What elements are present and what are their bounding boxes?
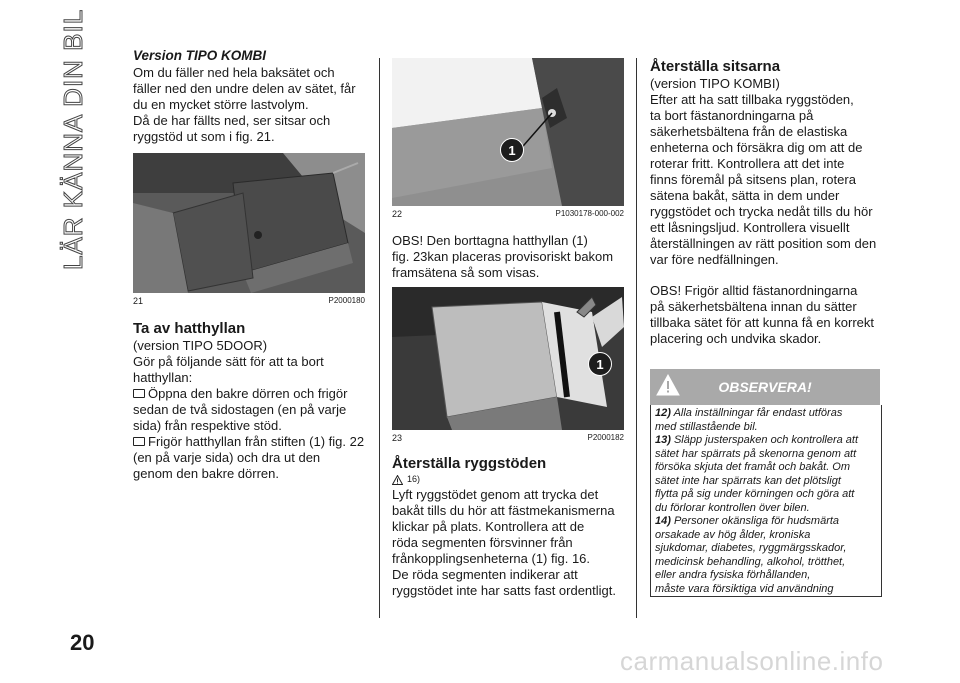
- figure-code: P2000180: [328, 296, 365, 305]
- text-line: klickar på plats. Kontrollera att de: [392, 519, 585, 534]
- text-line: sedan de två sidostagen (en på varje: [133, 402, 347, 417]
- bullet-line: [133, 434, 365, 450]
- text-line: sida) från respektive stöd.: [133, 418, 282, 433]
- callout-number: 1: [596, 356, 604, 372]
- text-line: framsätena så som visas.: [392, 265, 540, 280]
- bullet-text: Frigör hatthyllan från stiften (1) fig. 22: [148, 434, 365, 449]
- callout-number: 1: [508, 142, 516, 158]
- figure-23-caption: [392, 433, 624, 443]
- text-line: hatthyllan:: [133, 370, 193, 385]
- warning-reference: [392, 473, 624, 485]
- chapter-side-title-text: LÄR KÄNNA DIN BIL: [58, 8, 88, 270]
- column-2: [392, 58, 624, 599]
- text-line: fig. 23kan placeras provisoriskt bakom: [392, 249, 614, 264]
- text-line: säkerhetsbältena från de elastiska: [650, 124, 848, 139]
- figure-number: 22: [392, 209, 403, 219]
- note-line: försöka skjuta det framåt och bakåt. Om: [655, 461, 851, 473]
- checkbox-bullet-icon: [133, 437, 145, 446]
- text-line: ett låsningsljud. Kontrollera visuellt: [650, 220, 850, 235]
- note-line: [655, 407, 877, 421]
- note-number: 14): [655, 515, 671, 527]
- note-number: 12): [655, 407, 671, 419]
- warning-notes-box: [650, 405, 882, 597]
- text-line: var före nedfällningen.: [650, 252, 779, 267]
- text-line: placering och undvika skador.: [650, 331, 822, 346]
- text-line: Efter att ha satt tillbaka ryggstöden,: [650, 92, 854, 107]
- bullet-text: Öppna den bakre dörren och frigör: [148, 386, 348, 401]
- note-line: eller andra fysiska förhållanden,: [655, 569, 811, 581]
- text-line: tillbaka sätet för att kunna få en korrekt: [650, 315, 875, 330]
- text-line: sätena bakåt, sätta in dem under: [650, 188, 840, 203]
- watermark-text: carmanualsonline.info: [620, 646, 884, 676]
- text-line: bakåt tills du hör att fästmekanismerna: [392, 503, 615, 518]
- version-subheading: (version TIPO KOMBI): [650, 76, 780, 91]
- observera-banner: [650, 369, 880, 405]
- text-line: finns föremål på sitsens plan, rotera: [650, 172, 856, 187]
- text-line: enheterna och försäkra dig om att de: [650, 140, 863, 155]
- warning-reference-number: 16): [407, 474, 421, 484]
- version-heading: Version TIPO KOMBI: [133, 48, 267, 63]
- note-line: orsakade av hög ålder, kroniska: [655, 528, 811, 541]
- note-line: måste vara försiktiga vid användning: [655, 582, 834, 595]
- checkbox-bullet-icon: [133, 389, 145, 398]
- note-line: [655, 515, 877, 529]
- text-line: genom den bakre dörren.: [133, 466, 279, 481]
- note-line: medicinsk behandling, alkohol, trötthet,: [655, 555, 846, 568]
- text-line: Lyft ryggstödet genom att trycka det: [392, 487, 599, 502]
- text-line: ryggstödet och trycka nedåt tills du hör: [650, 204, 873, 219]
- text-line: Då de har fällts ned, ser sitsar och: [133, 113, 331, 128]
- note-line: sjukdomar, diabetes, ryggmärgsskador,: [655, 542, 847, 554]
- text-line: Om du fäller ned hela baksätet och: [133, 65, 335, 80]
- figure-code: P2000182: [587, 433, 624, 442]
- note-text: Släpp justerspaken och kontrollera att: [673, 434, 859, 446]
- text-line: fäller ned den undre delen av sätet, får: [133, 81, 356, 96]
- section-heading: Återställa ryggstöden: [392, 455, 547, 472]
- figure-number: 23: [392, 433, 403, 443]
- note-text: Alla inställningar får endast utföras: [673, 407, 843, 419]
- bullet-line: [133, 386, 365, 402]
- note-line: du förlorar kontrollen över bilen.: [655, 501, 810, 514]
- note-line: med stillastående bil.: [655, 420, 758, 433]
- text-line: ryggstöd ut som i fig. 21.: [133, 129, 275, 144]
- warning-triangle-icon: [392, 475, 403, 485]
- figure-22-caption: [392, 209, 624, 219]
- callout-badge: [500, 138, 524, 162]
- text-line: ta bort fästanordningarna på: [650, 108, 814, 123]
- text-line: OBS! Den borttagna hatthyllan (1): [392, 233, 588, 248]
- text-line: på säkerhetsbältena innan du sätter: [650, 299, 857, 314]
- folded-seats-illustration: [133, 153, 365, 293]
- note-line: sätet inte har spärrats kan det plötsligt: [655, 474, 841, 487]
- figure-code: P1030178-000-002: [555, 209, 624, 218]
- note-line: [655, 434, 877, 448]
- note-text: Personer okänsliga för hudsmärta: [673, 515, 840, 527]
- text-line: Gör på följande sätt för att ta bort: [133, 354, 324, 369]
- figure-number: 21: [133, 296, 144, 306]
- note-line: sätet har spärrats på skenorna genom att: [655, 447, 857, 460]
- text-line: röda segmenten försvinner från: [392, 535, 573, 550]
- column-divider: [379, 58, 380, 618]
- section-heading: Ta av hatthyllan: [133, 320, 246, 337]
- figure-21-image: [133, 153, 365, 293]
- figure-22-image: [392, 58, 624, 206]
- figure-21-caption: [133, 296, 365, 306]
- text-line: du en mycket större lastvolym.: [133, 97, 309, 112]
- callout-badge: [588, 352, 612, 376]
- watermark: [620, 646, 883, 677]
- column-divider: [636, 58, 637, 618]
- text-line: roterar fritt. Kontrollera att det inte: [650, 156, 845, 171]
- figure-23-image: [392, 287, 624, 430]
- version-subheading: (version TIPO 5DOOR): [133, 338, 268, 353]
- note-number: 13): [655, 434, 671, 446]
- text-line: frånkopplingsenheterna (1) fig. 16.: [392, 551, 591, 566]
- chapter-side-title: [58, 8, 118, 280]
- column-3: [650, 48, 880, 597]
- text-line: OBS! Frigör alltid fästanordningarna: [650, 283, 858, 298]
- column-1: [133, 48, 365, 482]
- note-line: flytta på sig under körningen och göra att: [655, 488, 855, 500]
- parcel-shelf-pin-illustration: [392, 58, 624, 206]
- text-line: De röda segmenten indikerar att: [392, 567, 578, 582]
- text-line: ryggstödet inte har satts fast ordentligt.: [392, 583, 617, 598]
- text-line: (en på varje sida) och dra ut den: [133, 450, 321, 465]
- section-heading: Återställa sitsarna: [650, 58, 781, 75]
- observera-label: OBSERVERA!: [718, 379, 812, 395]
- text-line: återställningen av rätt position som den: [650, 236, 877, 251]
- page-number: 20: [70, 630, 95, 655]
